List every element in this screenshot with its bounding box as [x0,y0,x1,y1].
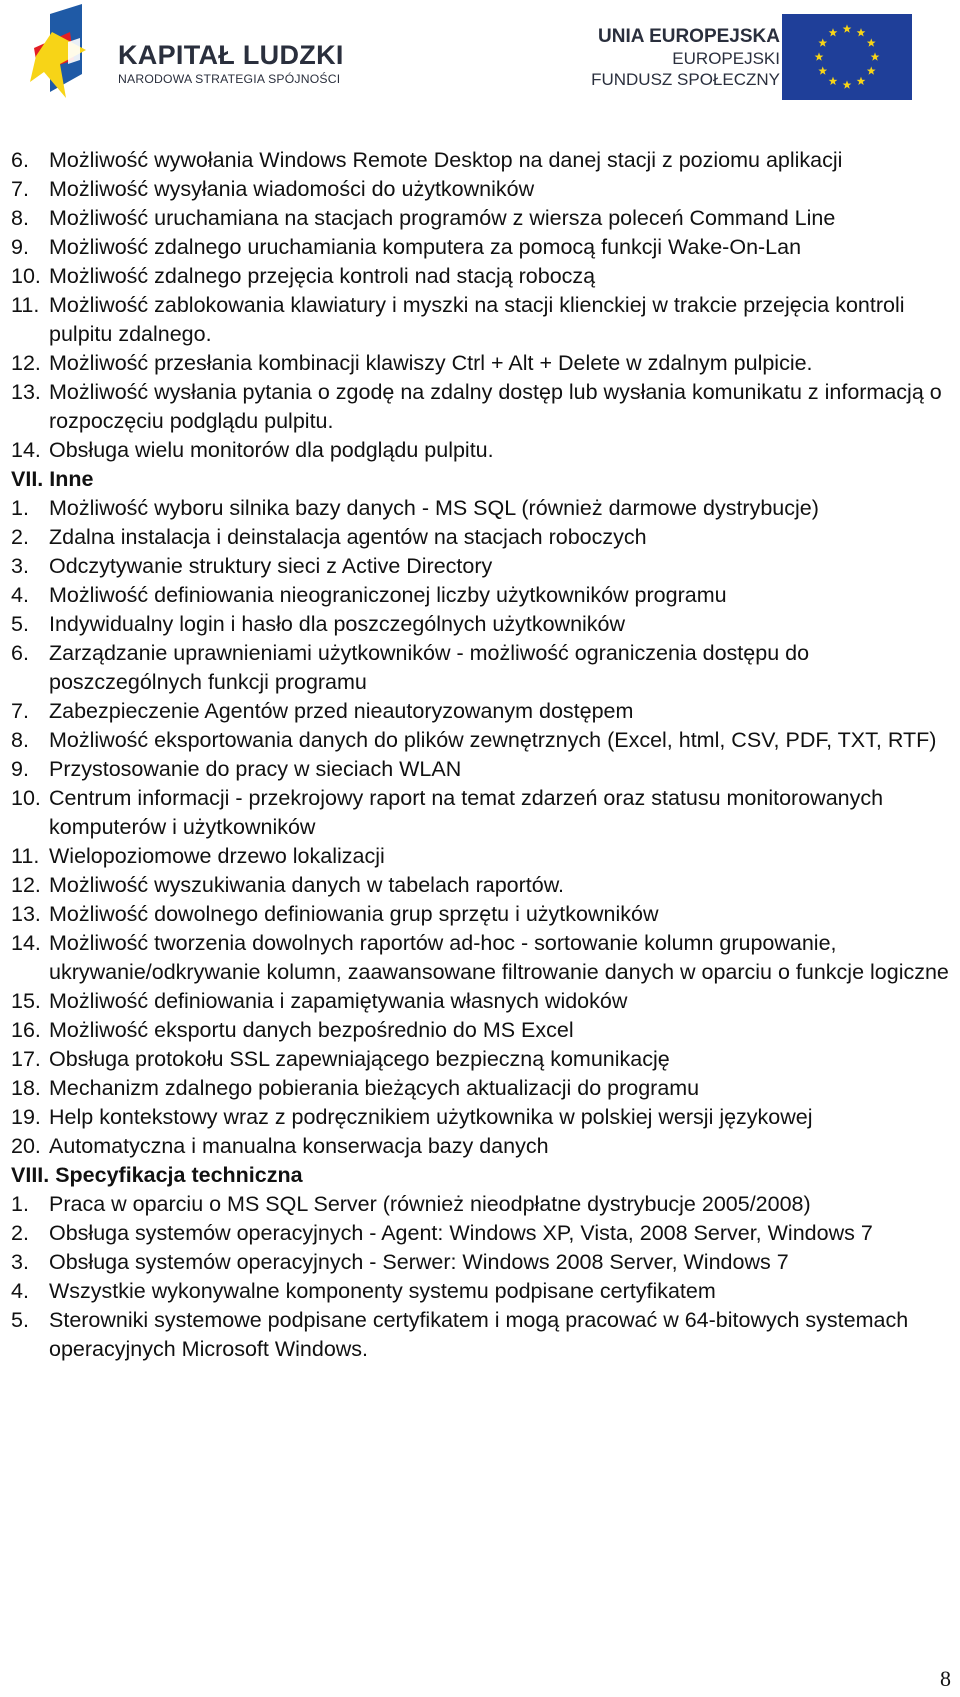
list-item-text: Możliwość zablokowania klawiatury i myszki na stacji klienckiej w trakcie przejęcia kontroli pulpitu zdalnego. [49,293,905,346]
list-item-number: 3. [11,554,29,578]
list-item [0,1248,960,1277]
list-item [0,1045,960,1074]
list-item [0,1132,960,1161]
list-item [0,552,960,581]
kapital-ludzki-emblem-icon [30,2,112,100]
list-item-number: 6. [11,641,29,665]
document-body [0,146,960,1364]
list-item-number: 2. [11,525,29,549]
list-item-text: Indywidualny login i hasło dla poszczególnych użytkowników [49,612,626,636]
list-item-number: 6. [11,148,29,172]
list-item-number: 17. [11,1047,41,1071]
list-item-number: 5. [11,1308,29,1332]
list-item [0,378,960,436]
remote-features-list [0,146,960,465]
kapital-ludzki-title: KAPITAŁ LUDZKI [118,40,344,70]
list-item-text: Możliwość wysyłania wiadomości do użytkowników [49,177,535,201]
list-item-number: 2. [11,1221,29,1245]
list-item-number: 16. [11,1018,41,1042]
eu-logo-line3: FUNDUSZ SPOŁECZNY [591,70,780,89]
list-item-number: 15. [11,989,41,1013]
list-item-text: Możliwość tworzenia dowolnych raportów ad-hoc - sortowanie kolumn grupowanie, ukrywanie/odkrywanie kolumn, zaawansowane filtrowanie danych w oparciu o funkcje logiczne [49,931,949,984]
list-item-text: Możliwość wywołania Windows Remote Desktop na danej stacji z poziomu aplikacji [49,148,843,172]
list-item-text: Możliwość zdalnego uruchamiania komputera za pomocą funkcji Wake-On-Lan [49,235,802,259]
list-item [0,494,960,523]
list-item-text: Zdalna instalacja i deinstalacja agentów na stacjach roboczych [49,525,647,549]
list-item [0,349,960,378]
list-item-text: Możliwość wysłania pytania o zgodę na zdalny dostęp lub wysłania komunikatu z informacją o rozpoczęciu podglądu pulpitu. [49,380,942,433]
list-item-number: 14. [11,438,41,462]
eu-social-fund-logo [586,12,916,104]
list-item [0,726,960,755]
list-item [0,1306,960,1364]
list-item-text: Automatyczna i manualna konserwacja bazy danych [49,1134,549,1158]
list-item [0,610,960,639]
list-item-text: Możliwość dowolnego definiowania grup sprzętu i użytkowników [49,902,659,926]
list-item-text: Możliwość eksportowania danych do plików zewnętrznych (Excel, html, CSV, PDF, TXT, RTF) [49,728,937,752]
list-item-number: 18. [11,1076,41,1100]
list-item-number: 3. [11,1250,29,1274]
list-item-number: 9. [11,757,29,781]
list-item-number: 10. [11,264,41,288]
list-item-number: 12. [11,873,41,897]
list-item-text: Centrum informacji - przekrojowy raport na temat zdarzeń oraz statusu monitorowanych komputerów i użytkowników [49,786,884,839]
list-item-number: 1. [11,1192,29,1216]
list-item-number: 10. [11,786,41,810]
list-item-text: Mechanizm zdalnego pobierania bieżących aktualizacji do programu [49,1076,700,1100]
list-item [0,871,960,900]
technical-spec-list [0,1190,960,1364]
list-item-number: 11. [11,293,40,317]
list-item-number: 4. [11,1279,29,1303]
list-item-text: Przystosowanie do pracy w sieciach WLAN [49,757,462,781]
other-features-list [0,494,960,1161]
list-item [0,784,960,842]
list-item-number: 9. [11,235,29,259]
list-item-text: Możliwość wyboru silnika bazy danych - MS SQL (również darmowe dystrybucje) [49,496,819,520]
list-item-text: Praca w oparciu o MS SQL Server (również nieodpłatne dystrybucje 2005/2008) [49,1192,811,1216]
list-item-text: Możliwość przesłania kombinacji klawiszy Ctrl + Alt + Delete w zdalnym pulpicie. [49,351,813,375]
list-item [0,436,960,465]
list-item-number: 20. [11,1134,41,1158]
list-item-number: 8. [11,728,29,752]
list-item-text: Zabezpieczenie Agentów przed nieautoryzowanym dostępem [49,699,634,723]
list-item-number: 5. [11,612,29,636]
list-item-number: 12. [11,351,41,375]
list-item-text: Możliwość definiowania i zapamiętywania własnych widoków [49,989,628,1013]
list-item [0,291,960,349]
list-item-number: 4. [11,583,29,607]
list-item-number: 8. [11,206,29,230]
list-item [0,204,960,233]
list-item [0,1277,960,1306]
list-item [0,755,960,784]
list-item [0,146,960,175]
list-item-text: Możliwość eksportu danych bezpośrednio do MS Excel [49,1018,574,1042]
list-item [0,639,960,697]
list-item [0,987,960,1016]
eu-logo-text [591,26,780,90]
list-item [0,1103,960,1132]
list-item-number: 13. [11,902,41,926]
eu-logo-line2: EUROPEJSKI [672,49,780,68]
list-item [0,233,960,262]
list-item [0,697,960,726]
section-heading-vii: VII. Inne [11,467,94,491]
list-item [0,842,960,871]
list-item-number: 11. [11,844,40,868]
list-item-text: Obsługa systemów operacyjnych - Agent: Windows XP, Vista, 2008 Server, Windows 7 [49,1221,873,1245]
list-item-number: 7. [11,699,29,723]
list-item [0,175,960,204]
list-item-text: Możliwość zdalnego przejęcia kontroli nad stacją roboczą [49,264,596,288]
list-item [0,523,960,552]
list-item-text: Możliwość uruchamiana na stacjach programów z wiersza poleceń Command Line [49,206,836,230]
list-item-text: Sterowniki systemowe podpisane certyfikatem i mogą pracować w 64-bitowych systemach operacyjnych Microsoft Windows. [49,1308,909,1361]
list-item [0,581,960,610]
list-item-text: Obsługa wielu monitorów dla podglądu pulpitu. [49,438,494,462]
list-item-number: 7. [11,177,29,201]
list-item-text: Zarządzanie uprawnieniami użytkowników - możliwość ograniczenia dostępu do poszczególnych funkcji programu [49,641,810,694]
list-item-number: 14. [11,931,41,955]
list-item [0,900,960,929]
list-item-text: Obsługa protokołu SSL zapewniającego bezpieczną komunikację [49,1047,670,1071]
list-item-number: 19. [11,1105,41,1129]
list-item [0,262,960,291]
list-item-text: Wszystkie wykonywalne komponenty systemu podpisane certyfikatem [49,1279,716,1303]
list-item [0,1016,960,1045]
list-item-text: Możliwość definiowania nieograniczonej liczby użytkowników programu [49,583,727,607]
eu-flag-icon [782,14,912,100]
list-item-text: Obsługa systemów operacyjnych - Serwer: Windows 2008 Server, Windows 7 [49,1250,789,1274]
kapital-ludzki-subtitle: NARODOWA STRATEGIA SPÓJNOŚCI [118,72,341,86]
section-heading-viii: VIII. Specyfikacja techniczna [11,1163,303,1187]
list-item-number: 1. [11,496,29,520]
page-header [0,0,960,110]
list-item [0,929,960,987]
eu-logo-line1: UNIA EUROPEJSKA [598,26,780,47]
list-item-text: Wielopoziomowe drzewo lokalizacji [49,844,385,868]
kapital-ludzki-logo [30,2,370,102]
list-item-text: Help kontekstowy wraz z podręcznikiem użytkownika w polskiej wersji językowej [49,1105,813,1129]
list-item-text: Odczytywanie struktury sieci z Active Directory [49,554,493,578]
page-number: 8 [940,1666,951,1691]
list-item [0,1219,960,1248]
list-item [0,1074,960,1103]
list-item-number: 13. [11,380,41,404]
list-item [0,1190,960,1219]
list-item-text: Możliwość wyszukiwania danych w tabelach raportów. [49,873,565,897]
